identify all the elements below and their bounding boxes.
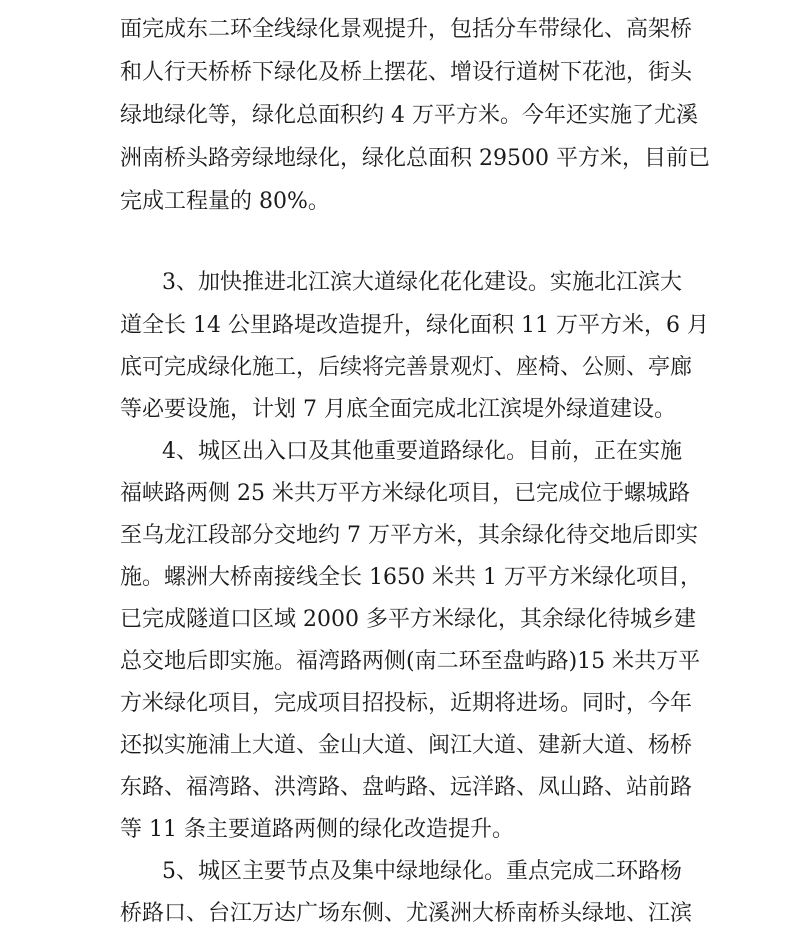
paragraph-4-line-5: 已完成隧道口区域 2000 多平方米绿化，其余绿化待城乡建 <box>120 607 696 632</box>
paragraph-3-line-2: 道全长 14 公里路堤改造提升，绿化面积 11 万平方米，6 月 <box>120 313 709 338</box>
paragraph-3-line-1: 3、加快推进北江滨大道绿化花化建设。实施北江滨大 <box>162 270 682 295</box>
paragraph-4-line-2: 福峡路两侧 25 米共万平方米绿化项目，已完成位于螺城路 <box>120 481 690 506</box>
paragraph-2-line-3: 绿地绿化等，绿化总面积约 4 万平方米。今年还实施了尤溪 <box>120 103 698 128</box>
paragraph-4-line-9: 东路、福湾路、洪湾路、盘屿路、远洋路、凤山路、站前路 <box>120 775 693 800</box>
paragraph-4-line-4: 施。螺洲大桥南接线全长 1650 米共 1 万平方米绿化项目， <box>120 565 702 590</box>
paragraph-2-line-2: 和人行天桥桥下绿化及桥上摆花、增设行道树下花池，街头 <box>120 60 693 85</box>
paragraph-4-line-6: 总交地后即实施。福湾路两侧(南二环至盘屿路)15 米共万平 <box>120 649 701 674</box>
paragraph-2-line-4: 洲南桥头路旁绿地绿化，绿化总面积 29500 平方米，目前已 <box>120 146 710 171</box>
paragraph-3-line-4: 等必要设施，计划 7 月底全面完成北江滨堤外绿道建设。 <box>120 397 676 422</box>
paragraph-2-line-5: 完成工程量的 80%。 <box>120 189 330 214</box>
paragraph-4-line-1: 4、城区出入口及其他重要道路绿化。目前，正在实施 <box>162 439 682 464</box>
paragraph-5-line-2: 桥路口、台江万达广场东侧、尤溪洲大桥南桥头绿地、江滨 <box>120 901 693 926</box>
paragraph-3-line-3: 底可完成绿化施工，后续将完善景观灯、座椅、公厕、亭廊 <box>120 355 693 380</box>
paragraph-4-line-7: 方米绿化项目，完成项目招投标，近期将进场。同时，今年 <box>120 691 693 716</box>
paragraph-4-line-10: 等 11 条主要道路两侧的绿化改造提升。 <box>120 817 514 842</box>
paragraph-2-line-1: 面完成东二环全线绿化景观提升，包括分车带绿化、高架桥 <box>120 17 693 42</box>
paragraph-5-line-1: 5、城区主要节点及集中绿地绿化。重点完成二环路杨 <box>162 859 682 884</box>
paragraph-4-line-8: 还拟实施浦上大道、金山大道、闽江大道、建新大道、杨桥 <box>120 733 693 758</box>
paragraph-4-line-3: 至乌龙江段部分交地约 7 万平方米，其余绿化待交地后即实 <box>120 523 698 548</box>
